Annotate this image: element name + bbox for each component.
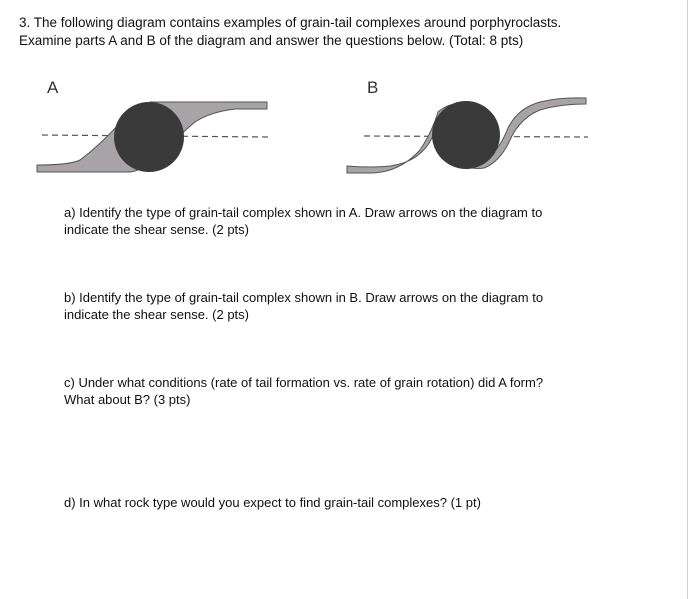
figure-label-a: A xyxy=(47,78,59,97)
question-c-line-1: c) Under what conditions (rate of tail formation vs. rate of grain rotation) did A form? xyxy=(64,375,544,390)
question-b-line-1: b) Identify the type of grain-tail complex shown in B. Draw arrows on the diagram to xyxy=(64,290,544,305)
question-b xyxy=(64,289,644,323)
intro-line-1: 3. The following diagram contains examples of grain-tail complexes around porphyroclasts. xyxy=(19,15,562,30)
grain-tail-diagram xyxy=(0,0,700,200)
diagram-a-porphyroclast xyxy=(114,102,184,172)
question-b-line-2: indicate the shear sense. (2 pts) xyxy=(64,307,249,322)
figure-label-b: B xyxy=(367,78,379,97)
diagram-b xyxy=(347,98,588,173)
diagram-b-porphyroclast xyxy=(432,101,500,169)
question-c-line-2: What about B? (3 pts) xyxy=(64,392,191,407)
question-a-line-2: indicate the shear sense. (2 pts) xyxy=(64,222,249,237)
intro-line-2: Examine parts A and B of the diagram and answer the questions below. (Total: 8 pts) xyxy=(19,33,524,48)
question-a xyxy=(64,204,644,238)
question-d-line-1: d) In what rock type would you expect to find grain-tail complexes? (1 pt) xyxy=(64,495,481,510)
question-c xyxy=(64,374,644,408)
question-a-line-1: a) Identify the type of grain-tail complex shown in A. Draw arrows on the diagram to xyxy=(64,205,543,220)
diagram-a xyxy=(37,102,268,172)
question-d xyxy=(64,494,644,511)
